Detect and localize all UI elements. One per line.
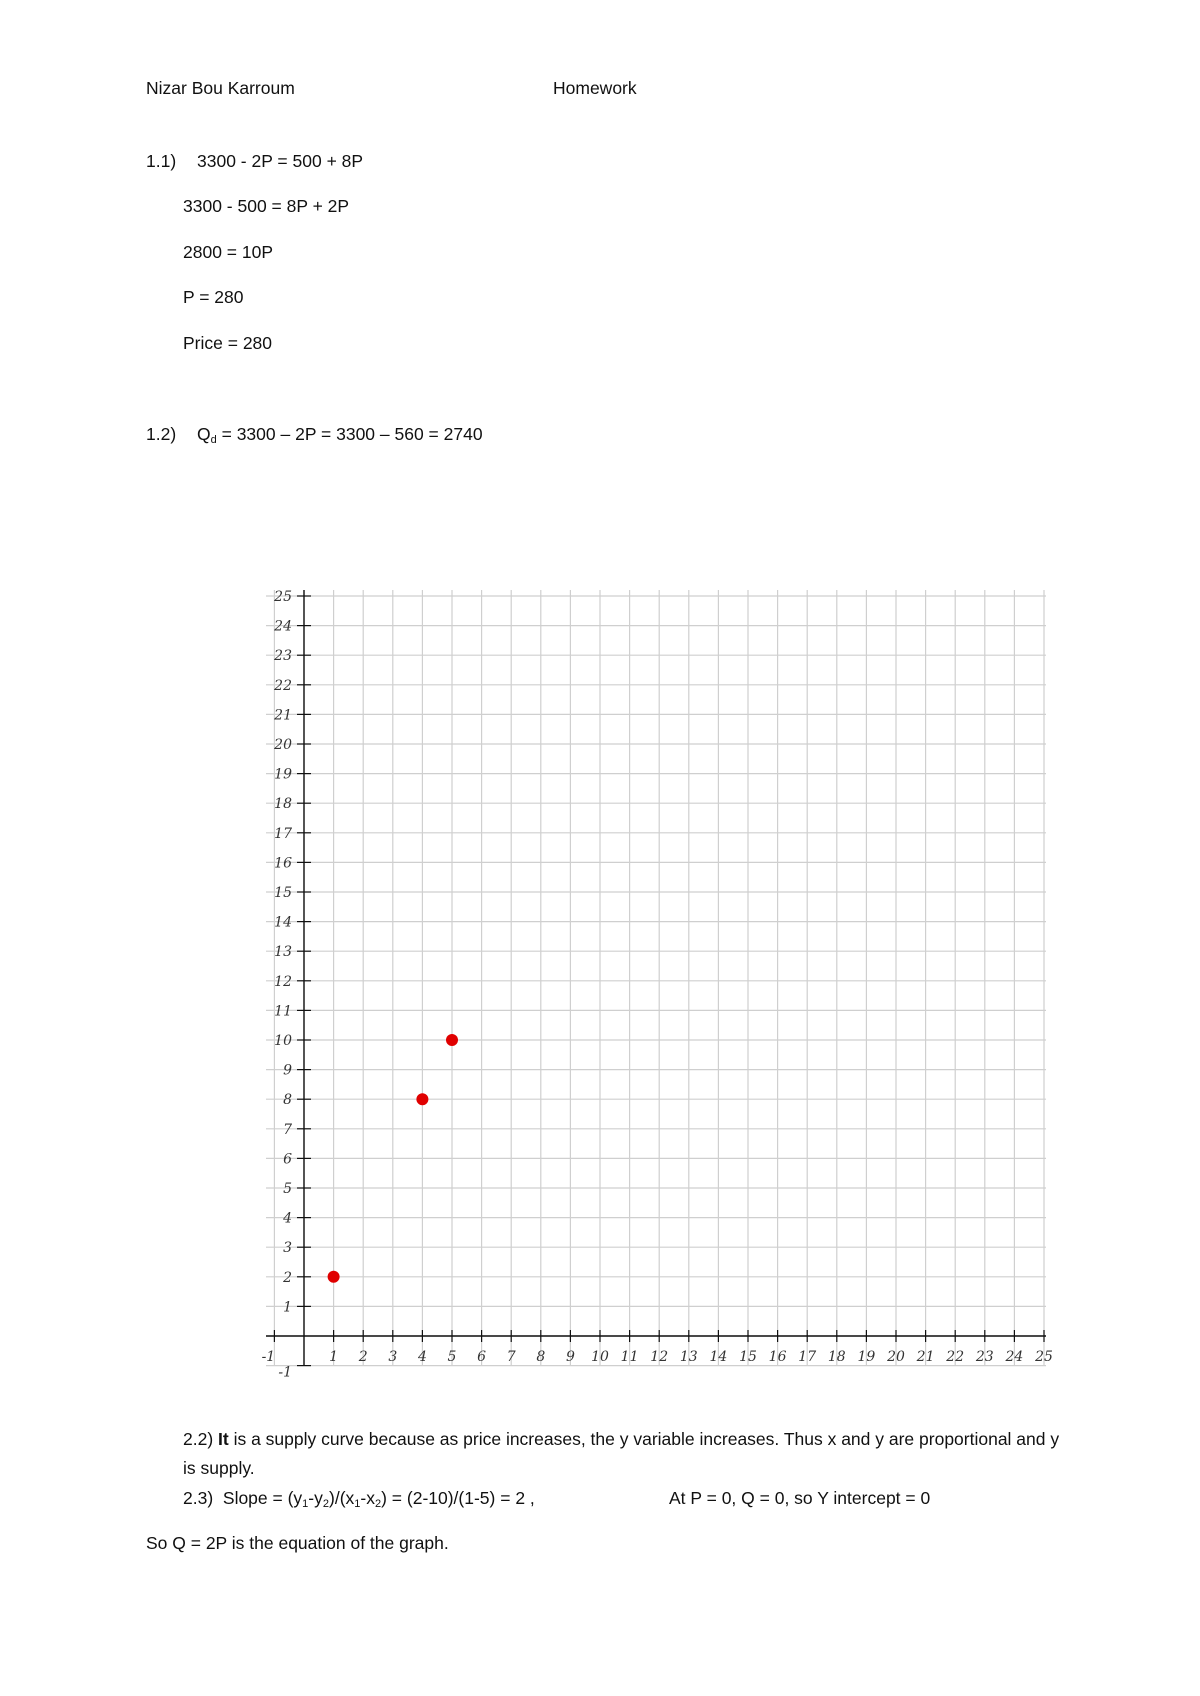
x-tick-label: 6 [477, 1349, 487, 1365]
x-tick-label: 17 [798, 1349, 817, 1365]
x-tick-label: 2 [358, 1349, 368, 1365]
x-tick-label: 10 [591, 1349, 609, 1365]
x-tick-label: 15 [739, 1349, 757, 1365]
q1-1-step: 3300 - 2P = 500 + 8P [197, 151, 364, 171]
x-tick-label: 23 [975, 1349, 994, 1365]
tick-labels [262, 589, 1053, 1381]
y-tick-label: 7 [283, 1121, 292, 1138]
q1-2-equation: $Q_d = 3300 - 2P = 3300 - 560 = 2740$ [197, 424, 483, 446]
x-tick-label: 8 [536, 1349, 546, 1365]
y-tick-label: 6 [283, 1151, 292, 1168]
x-tick-label: 19 [857, 1349, 876, 1365]
data-point [416, 1093, 428, 1105]
data-point [328, 1271, 340, 1283]
y-tick-label: 22 [274, 677, 292, 694]
q2-2-answer: 2.2) It is a supply curve because as price increases, the y variable increases. Thus x and y are proportional and y is supply. [183, 1429, 1060, 1478]
y-tick-label: 15 [274, 885, 292, 901]
y-tick-label: 24 [274, 618, 292, 635]
y-tick-label: 3 [283, 1240, 292, 1257]
q2-3-intercept: At P = 0, Q = 0, so Y intercept = 0 [669, 1488, 931, 1508]
x-tick-label: 16 [768, 1349, 787, 1365]
x-tick-label: 5 [447, 1349, 457, 1365]
x-tick-label: 24 [1005, 1349, 1024, 1365]
y-tick-label: 10 [274, 1033, 292, 1049]
q1-1-step: Price = 280 [183, 333, 273, 353]
x-tick-label: 21 [916, 1349, 935, 1365]
x-tick-label: 22 [946, 1349, 965, 1365]
x-tick-label: 3 [388, 1349, 398, 1365]
x-tick-label: 9 [565, 1349, 575, 1365]
q1-1-label: 1.1) [146, 151, 177, 171]
y-tick-label: 2 [283, 1269, 292, 1286]
conclusion: So Q = 2P is the equation of the graph. [146, 1533, 449, 1553]
y-tick-label: -1 [278, 1364, 292, 1381]
x-tick-label: 7 [506, 1349, 516, 1365]
x-tick-label: 13 [679, 1349, 698, 1365]
x-tick-label: 1 [329, 1349, 339, 1365]
x-tick-label: 12 [650, 1349, 669, 1365]
x-tick-label: 20 [887, 1349, 905, 1365]
y-tick-label: 11 [274, 1003, 292, 1020]
y-tick-label: 16 [274, 855, 292, 872]
y-tick-label: 5 [283, 1181, 292, 1197]
y-tick-label: 4 [283, 1210, 292, 1227]
y-tick-label: 14 [274, 914, 292, 931]
q1-1-step: 2800 = 10P [183, 242, 274, 262]
x-tick-label: 4 [417, 1349, 427, 1365]
y-tick-label: 25 [274, 589, 292, 605]
q1-1-step: P = 280 [183, 287, 244, 307]
y-tick-label: 18 [274, 796, 292, 813]
y-tick-label: 9 [283, 1062, 292, 1079]
y-tick-label: 21 [274, 707, 292, 724]
y-tick-label: 13 [274, 944, 292, 961]
x-tick-label: 18 [827, 1349, 846, 1365]
data-point [446, 1034, 458, 1046]
gridlines [266, 590, 1046, 1366]
axes [266, 590, 1046, 1366]
y-tick-label: 17 [274, 825, 292, 842]
q2-3-slope: 2.3) Slope = $(y_1-y_2)/(x_1-x_2) = (2-10)/(1-5) = 2$ , [183, 1488, 535, 1510]
x-tick-label: 14 [709, 1349, 728, 1365]
x-tick-label: -1 [261, 1349, 276, 1365]
page-title: Homework [553, 78, 637, 98]
x-tick-label: 25 [1035, 1349, 1053, 1365]
q1-1-step: 3300 - 500 = 8P + 2P [183, 196, 350, 216]
y-tick-label: 1 [283, 1299, 292, 1316]
y-tick-label: 20 [274, 737, 292, 753]
author-name: Nizar Bou Karroum [146, 78, 295, 98]
y-tick-label: 19 [274, 766, 292, 783]
y-tick-label: 12 [274, 973, 292, 990]
y-tick-label: 23 [274, 648, 292, 665]
y-tick-label: 8 [283, 1092, 292, 1109]
q1-2-label: 1.2) [146, 424, 177, 444]
x-tick-label: 11 [620, 1349, 639, 1365]
